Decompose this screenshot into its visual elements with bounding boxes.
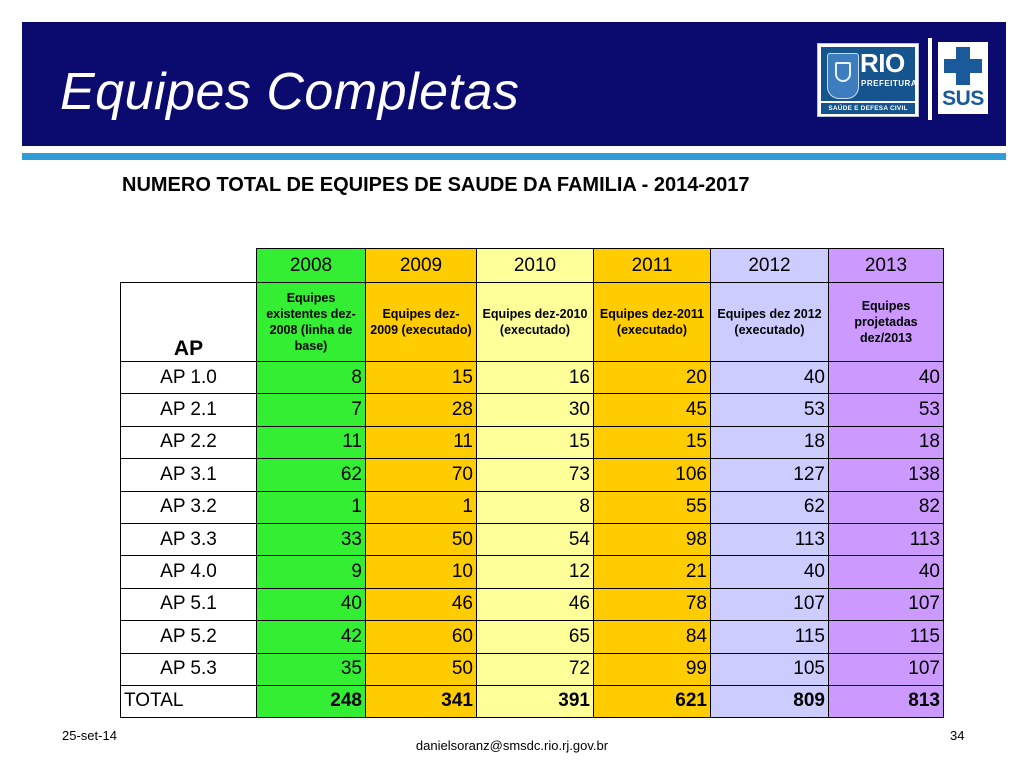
total-value-cell: 813 (829, 685, 944, 717)
value-cell: 113 (711, 523, 829, 555)
value-cell: 115 (829, 621, 944, 653)
table-row (121, 621, 944, 653)
ap-label-cell: AP 3.3 (121, 523, 257, 555)
table-row (121, 426, 944, 458)
logo-divider (928, 38, 932, 120)
value-cell: 20 (594, 362, 711, 394)
value-cell: 40 (711, 556, 829, 588)
rio-logo-text: RIO (860, 48, 905, 78)
value-cell: 78 (594, 588, 711, 620)
value-cell: 72 (477, 653, 594, 685)
value-cell: 113 (829, 523, 944, 555)
ap-label-cell: AP 2.2 (121, 426, 257, 458)
table-row (121, 459, 944, 491)
prefeitura-logo-text: PREFEITURA (861, 79, 918, 88)
ap-label-cell: AP 5.3 (121, 653, 257, 685)
table-row (121, 362, 944, 394)
value-cell: 11 (257, 426, 366, 458)
ap-label-cell: AP 1.0 (121, 362, 257, 394)
blank-corner-cell (121, 249, 257, 283)
value-cell: 40 (829, 362, 944, 394)
value-cell: 54 (477, 523, 594, 555)
ap-label-cell: AP 2.1 (121, 394, 257, 426)
value-cell: 98 (594, 523, 711, 555)
value-cell: 18 (711, 426, 829, 458)
value-cell: 28 (366, 394, 477, 426)
year-header: 2009 (366, 249, 477, 283)
value-cell: 84 (594, 621, 711, 653)
value-cell: 50 (366, 523, 477, 555)
value-cell: 46 (366, 588, 477, 620)
ap-label-cell: AP 4.0 (121, 556, 257, 588)
value-cell: 1 (366, 491, 477, 523)
value-cell: 30 (477, 394, 594, 426)
value-cell: 40 (829, 556, 944, 588)
value-cell: 42 (257, 621, 366, 653)
year-header: 2010 (477, 249, 594, 283)
value-cell: 70 (366, 459, 477, 491)
value-cell: 21 (594, 556, 711, 588)
total-value-cell: 809 (711, 685, 829, 717)
table-row (121, 588, 944, 620)
value-cell: 11 (366, 426, 477, 458)
table-row (121, 394, 944, 426)
value-cell: 10 (366, 556, 477, 588)
column-description: Equipes dez-2010 (executado) (477, 283, 594, 362)
column-description: Equipes dez-2009 (executado) (366, 283, 477, 362)
table-row (121, 556, 944, 588)
sus-logo-text: SUS (942, 87, 984, 110)
value-cell: 53 (829, 394, 944, 426)
value-cell: 115 (711, 621, 829, 653)
ap-label-cell: AP 3.1 (121, 459, 257, 491)
ap-label-cell: AP 5.1 (121, 588, 257, 620)
column-description: Equipes dez 2012 (executado) (711, 283, 829, 362)
total-value-cell: 248 (257, 685, 366, 717)
total-value-cell: 621 (594, 685, 711, 717)
value-cell: 82 (829, 491, 944, 523)
value-cell: 12 (477, 556, 594, 588)
column-description: Equipes projetadas dez/2013 (829, 283, 944, 362)
value-cell: 65 (477, 621, 594, 653)
value-cell: 73 (477, 459, 594, 491)
table-row (121, 491, 944, 523)
teams-table (120, 248, 944, 718)
table-row (121, 523, 944, 555)
total-label-cell: TOTAL (121, 685, 257, 717)
total-value-cell: 391 (477, 685, 594, 717)
sus-cross-icon-bar (944, 59, 982, 73)
year-header-row (121, 249, 944, 283)
value-cell: 62 (257, 459, 366, 491)
year-header: 2008 (257, 249, 366, 283)
value-cell: 15 (366, 362, 477, 394)
value-cell: 62 (711, 491, 829, 523)
value-cell: 40 (257, 588, 366, 620)
slide-title: Equipes Completas (60, 63, 520, 121)
value-cell: 106 (594, 459, 711, 491)
accent-stripe (22, 153, 1006, 160)
value-cell: 16 (477, 362, 594, 394)
table-title: NUMERO TOTAL DE EQUIPES DE SAUDE DA FAMILIA - 2014-2017 (122, 174, 750, 196)
value-cell: 15 (594, 426, 711, 458)
value-cell: 9 (257, 556, 366, 588)
column-description: Equipes dez-2011 (executado) (594, 283, 711, 362)
value-cell: 18 (829, 426, 944, 458)
value-cell: 53 (711, 394, 829, 426)
sus-logo (938, 42, 988, 114)
value-cell: 50 (366, 653, 477, 685)
value-cell: 35 (257, 653, 366, 685)
footer-date: 25-set-14 (62, 728, 117, 743)
year-header: 2013 (829, 249, 944, 283)
footer-email: danielsoranz@smsdc.rio.rj.gov.br (415, 738, 609, 753)
value-cell: 55 (594, 491, 711, 523)
rio-prefeitura-logo (817, 43, 919, 117)
page-number: 34 (950, 728, 965, 743)
value-cell: 138 (829, 459, 944, 491)
description-header-row (121, 283, 944, 362)
year-header: 2012 (711, 249, 829, 283)
value-cell: 7 (257, 394, 366, 426)
ap-label-cell: AP 5.2 (121, 621, 257, 653)
value-cell: 8 (477, 491, 594, 523)
value-cell: 8 (257, 362, 366, 394)
city-crest-icon (827, 53, 859, 99)
total-row (121, 685, 944, 717)
value-cell: 107 (711, 588, 829, 620)
value-cell: 45 (594, 394, 711, 426)
value-cell: 127 (711, 459, 829, 491)
ap-label-cell: AP 3.2 (121, 491, 257, 523)
value-cell: 107 (829, 653, 944, 685)
value-cell: 15 (477, 426, 594, 458)
value-cell: 46 (477, 588, 594, 620)
rio-logo-subtitle: SAÚDE E DEFESA CIVIL (821, 103, 915, 114)
value-cell: 40 (711, 362, 829, 394)
total-value-cell: 341 (366, 685, 477, 717)
year-header: 2011 (594, 249, 711, 283)
ap-column-header: AP (121, 283, 257, 362)
title-banner (22, 22, 1006, 146)
value-cell: 60 (366, 621, 477, 653)
value-cell: 107 (829, 588, 944, 620)
value-cell: 105 (711, 653, 829, 685)
value-cell: 1 (257, 491, 366, 523)
column-description: Equipes existentes dez-2008 (linha de base) (257, 283, 366, 362)
value-cell: 33 (257, 523, 366, 555)
value-cell: 99 (594, 653, 711, 685)
table-row (121, 653, 944, 685)
